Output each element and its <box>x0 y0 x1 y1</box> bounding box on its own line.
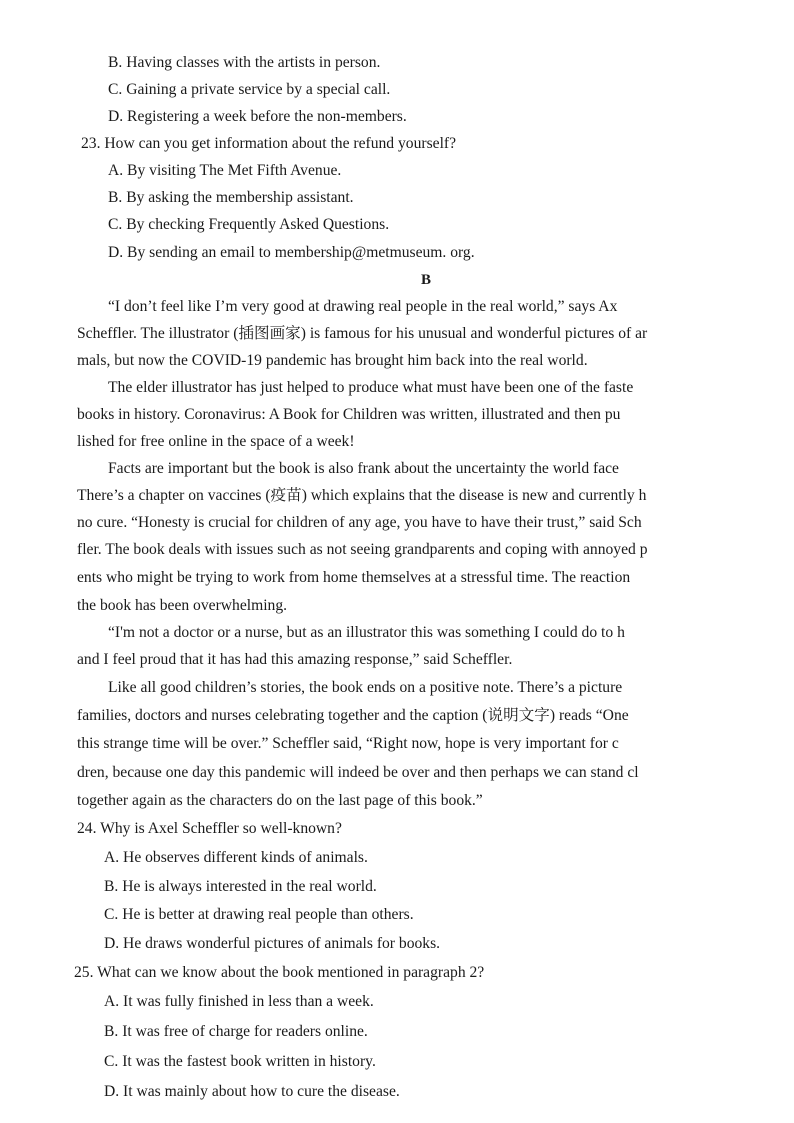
q23-option-a: A. By visiting The Met Fifth Avenue. <box>108 162 342 179</box>
passage-line: the book has been overwhelming. <box>77 597 288 614</box>
passage-line: “I'm not a doctor or a nurse, but as an illustrator this was something I could do to h <box>108 624 625 641</box>
passage-line: fler. The book deals with issues such as not seeing grandparents and coping with annoyed p <box>77 541 648 558</box>
q23-option-b: B. By asking the membership assistant. <box>108 189 354 206</box>
q24-stem: 24. Why is Axel Scheffler so well-known? <box>77 820 342 837</box>
q25-option-a: A. It was fully finished in less than a week. <box>104 993 374 1010</box>
passage-line: and I feel proud that it has had this amazing response,” said Scheffler. <box>77 651 513 668</box>
passage-line: The elder illustrator has just helped to produce what must have been one of the faste <box>108 379 634 396</box>
q22-option-d: D. Registering a week before the non-members. <box>108 108 407 125</box>
passage-line: books in history. Coronavirus: A Book for Children was written, illustrated and then pu <box>77 406 621 423</box>
passage-line: Facts are important but the book is also frank about the uncertainty the world face <box>108 460 619 477</box>
q25-option-b: B. It was free of charge for readers online. <box>104 1023 368 1040</box>
passage-line: “I don’t feel like I’m very good at drawing real people in the real world,” says Ax <box>108 298 618 315</box>
q22-option-c: C. Gaining a private service by a special call. <box>108 81 391 98</box>
passage-line: Scheffler. The illustrator (插图画家) is famous for his unusual and wonderful pictures of ar <box>77 325 648 342</box>
passage-line: together again as the characters do on the last page of this book.” <box>77 792 483 809</box>
passage-line: families, doctors and nurses celebrating together and the caption (说明文字) reads “One <box>77 707 629 724</box>
passage-line: There’s a chapter on vaccines (疫苗) which explains that the disease is new and currently h <box>77 487 647 504</box>
q24-option-a: A. He observes different kinds of animals. <box>104 849 368 866</box>
passage-line: mals, but now the COVID-19 pandemic has brought him back into the real world. <box>77 352 588 369</box>
passage-line: ents who might be trying to work from home themselves at a stressful time. The reaction <box>77 569 631 586</box>
q23-stem: 23. How can you get information about the refund yourself? <box>81 135 457 152</box>
passage-line: Like all good children’s stories, the book ends on a positive note. There’s a picture <box>108 679 623 696</box>
q23-option-c: C. By checking Frequently Asked Questions. <box>108 216 390 233</box>
q24-option-b: B. He is always interested in the real world. <box>104 878 377 895</box>
q25-stem: 25. What can we know about the book mentioned in paragraph 2? <box>74 964 485 981</box>
passage-line: lished for free online in the space of a week! <box>77 433 355 450</box>
passage-heading: B <box>421 272 432 288</box>
q22-option-b: B. Having classes with the artists in person. <box>108 54 381 71</box>
passage-line: this strange time will be over.” Scheffler said, “Right now, hope is very important for c <box>77 735 619 752</box>
passage-line: no cure. “Honesty is crucial for children of any age, you have to have their trust,” said Sch <box>77 514 642 531</box>
q25-option-c: C. It was the fastest book written in history. <box>104 1053 376 1070</box>
passage-line: dren, because one day this pandemic will indeed be over and then perhaps we can stand cl <box>77 764 639 781</box>
q24-option-d: D. He draws wonderful pictures of animals for books. <box>104 935 441 952</box>
q23-option-d: D. By sending an email to membership@metmuseum. org. <box>108 244 475 261</box>
q25-option-d: D. It was mainly about how to cure the disease. <box>104 1083 400 1100</box>
q24-option-c: C. He is better at drawing real people than others. <box>104 906 414 923</box>
